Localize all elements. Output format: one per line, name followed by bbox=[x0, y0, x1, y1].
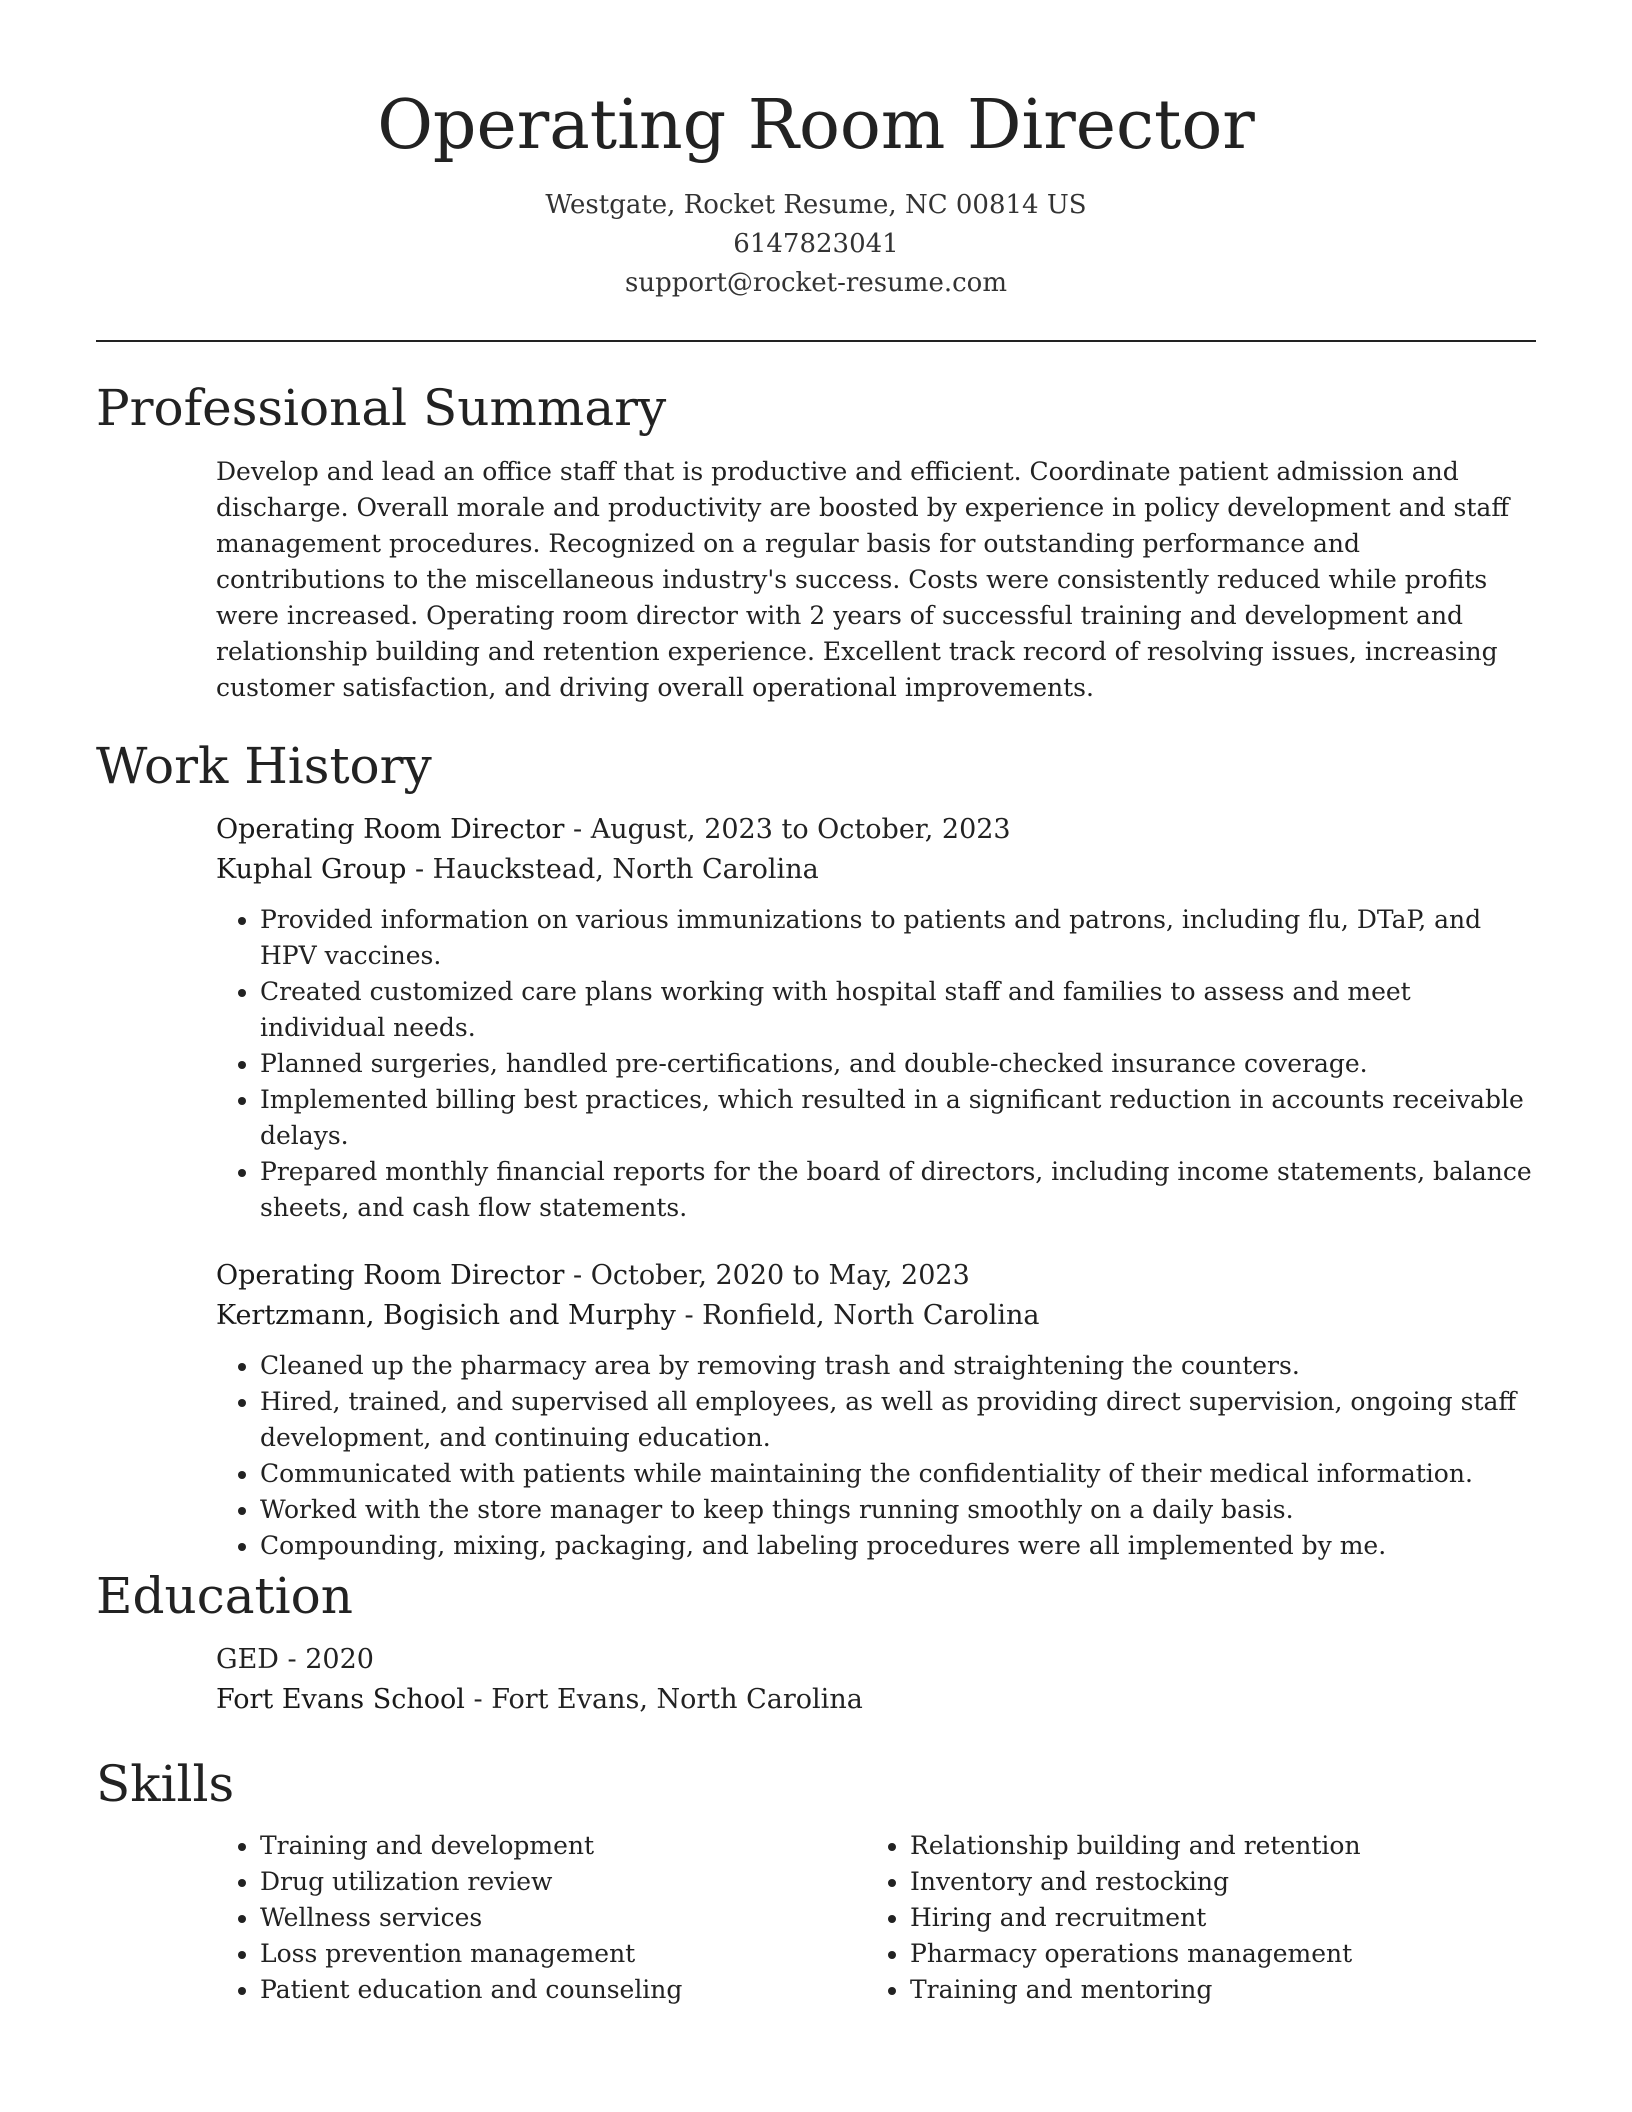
job-location: - Hauckstead, North Carolina bbox=[406, 854, 819, 885]
skills-column-left bbox=[216, 1828, 866, 2008]
job-entry bbox=[216, 1256, 1536, 1564]
summary-title: Professional Summary bbox=[96, 379, 667, 437]
education-entry bbox=[216, 1640, 1536, 1720]
summary-text: Develop and lead an office staff that is productive and efficient. Coordinate patient admission and discharge. Overall morale and productivity are boosted by experience in policy development and staff management procedures. Recognized on a regular basis for outstanding performance and contributions to the miscellaneous industry's success. Costs were consistently reduced while profits were increased. Operating room director with 2 years of successful training and development and relationship building and retention experience. Excellent track record of resolving issues, increasing customer satisfaction, and driving overall operational improvements. bbox=[216, 457, 1510, 702]
list-item: • Patient education and counseling bbox=[260, 1972, 866, 2008]
list-item: • Communicated with patients while maintaining the confidentiality of their medical information. bbox=[260, 1456, 1536, 1492]
list-item: • Wellness services bbox=[260, 1900, 866, 1936]
header-divider bbox=[96, 340, 1536, 342]
skills-columns bbox=[216, 1828, 1536, 2008]
job-dates: - October, 2020 to May, 2023 bbox=[564, 1260, 970, 1291]
list-item: • Hiring and recruitment bbox=[910, 1900, 1516, 1936]
education-degree: GED - 2020 bbox=[216, 1644, 374, 1675]
skills-title: Skills bbox=[96, 1755, 235, 1813]
job-company-line bbox=[216, 1296, 1536, 1336]
job-title-line bbox=[216, 810, 1536, 850]
email: support@rocket-resume.com bbox=[624, 268, 1007, 298]
skills-section bbox=[96, 1754, 1536, 2008]
address: Westgate, Rocket Resume, NC 00814 US bbox=[545, 190, 1087, 220]
list-item: • Prepared monthly financial reports for the board of directors, including income statements, balance sheets, and cash flow statements. bbox=[260, 1154, 1536, 1226]
education-title: Education bbox=[96, 1567, 353, 1625]
list-item: • Compounding, mixing, packaging, and labeling procedures were all implemented by me. bbox=[260, 1528, 1536, 1564]
education-school: Fort Evans School bbox=[216, 1684, 465, 1715]
list-item: • Created customized care plans working with hospital staff and families to assess and meet individual needs. bbox=[260, 974, 1536, 1046]
list-item: • Hired, trained, and supervised all employees, as well as providing direct supervision, ongoing staff development, and continuing education. bbox=[260, 1384, 1536, 1456]
education-section bbox=[96, 1566, 1536, 1720]
list-item: • Loss prevention management bbox=[260, 1936, 866, 1972]
job-location: - Ronfield, North Carolina bbox=[675, 1300, 1040, 1331]
summary-section bbox=[96, 378, 1536, 706]
list-item: • Pharmacy operations management bbox=[910, 1936, 1516, 1972]
job-dates: - August, 2023 to October, 2023 bbox=[564, 814, 1011, 845]
job-entry bbox=[216, 810, 1536, 1226]
list-item: • Training and mentoring bbox=[910, 1972, 1516, 2008]
skills-list bbox=[866, 1828, 1516, 2008]
job-company: Kuphal Group bbox=[216, 854, 407, 885]
work-history-title: Work History bbox=[96, 737, 432, 795]
list-item: • Inventory and restocking bbox=[910, 1864, 1516, 1900]
work-history-section bbox=[96, 736, 1536, 1564]
job-company: Kertzmann, Bogisich and Murphy bbox=[216, 1300, 676, 1331]
skills-column-right bbox=[866, 1828, 1516, 2008]
job-duties bbox=[216, 902, 1536, 1226]
list-item: • Provided information on various immunizations to patients and patrons, including flu, DTaP, and HPV vaccines. bbox=[260, 902, 1536, 974]
list-item: • Drug utilization review bbox=[260, 1864, 866, 1900]
education-school-line bbox=[216, 1680, 1536, 1720]
list-item: • Relationship building and retention bbox=[910, 1828, 1516, 1864]
skills-list bbox=[216, 1828, 866, 2008]
education-location: - Fort Evans, North Carolina bbox=[464, 1684, 863, 1715]
candidate-name: Operating Room Director bbox=[377, 86, 1255, 165]
job-position: Operating Room Director bbox=[216, 814, 565, 845]
job-company-line bbox=[216, 850, 1536, 890]
list-item: • Cleaned up the pharmacy area by removing trash and straightening the counters. bbox=[260, 1348, 1536, 1384]
contact-info bbox=[0, 186, 1632, 303]
list-item: • Worked with the store manager to keep things running smoothly on a daily basis. bbox=[260, 1492, 1536, 1528]
job-duties bbox=[216, 1348, 1536, 1564]
resume-header bbox=[0, 0, 1632, 303]
list-item: • Training and development bbox=[260, 1828, 866, 1864]
job-title-line bbox=[216, 1256, 1536, 1296]
job-position: Operating Room Director bbox=[216, 1260, 565, 1291]
list-item: • Planned surgeries, handled pre-certifications, and double-checked insurance coverage. bbox=[260, 1046, 1536, 1082]
list-item: • Implemented billing best practices, which resulted in a significant reduction in accounts receivable delays. bbox=[260, 1082, 1536, 1154]
phone: 6147823041 bbox=[733, 229, 899, 259]
